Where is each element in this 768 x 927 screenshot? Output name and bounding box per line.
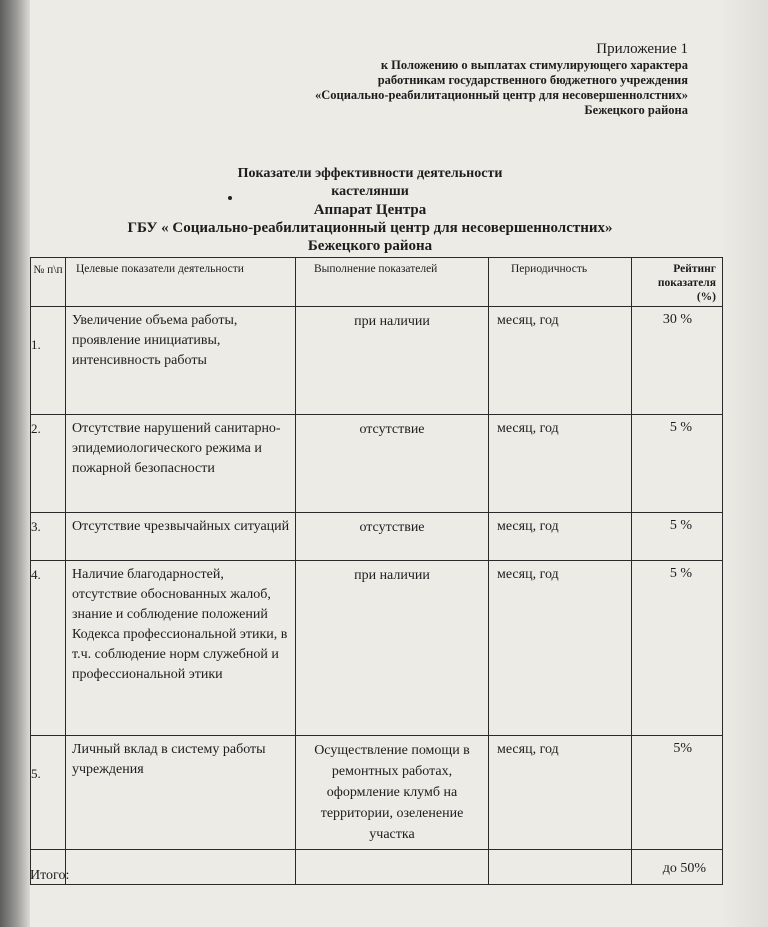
row-exec: при наличии — [296, 307, 489, 415]
total-exec-cell — [296, 850, 489, 885]
total-period-cell — [489, 850, 632, 885]
appendix-header — [315, 40, 688, 118]
row-exec: отсутствие — [296, 513, 489, 561]
title-line-5: Бежецкого района — [307, 238, 433, 254]
row-goal: Отсутствие чрезвычайных ситуаций — [66, 513, 296, 561]
row-rating: 5 % — [632, 415, 723, 513]
row-num: 4. — [31, 561, 66, 736]
row-exec: при наличии — [296, 561, 489, 736]
row-num: 3. — [31, 513, 66, 561]
row-rating: 5 % — [632, 561, 723, 736]
title-line-4: ГБУ « Социально-реабилитационный центр для несовершеннолстних» — [127, 220, 613, 236]
row-num: 1. — [31, 307, 66, 415]
appendix-line-3: «Социально-реабилитационный центр для несовершеннолстних» — [314, 88, 688, 102]
scan-right-shading — [720, 0, 768, 927]
title-line-1: Показатели эффективности деятельности — [237, 166, 503, 181]
appendix-heading: Приложение 1 — [596, 41, 688, 57]
row-goal: Наличие благодарностей, отсутствие обоснованных жалоб, знание и соблюдение положений Кодекса профессиональной этики, в т.ч. соблюдение норм служебной и профессиональной этики — [66, 561, 296, 736]
total-rating-cell: до 50% — [632, 850, 723, 885]
row-num: 2. — [31, 415, 66, 513]
appendix-line-4: Бежецкого района — [584, 103, 688, 117]
scan-edge-shadow — [0, 0, 30, 927]
appendix-line-1: к Положению о выплатах стимулирующего характера — [380, 58, 688, 72]
table-row — [31, 513, 723, 561]
table-row — [31, 307, 723, 415]
row-rating: 5 % — [632, 513, 723, 561]
table-row — [31, 561, 723, 736]
row-period: месяц, год — [489, 513, 632, 561]
row-period: месяц, год — [489, 736, 632, 850]
header-num: № п\п — [31, 258, 66, 307]
appendix-line-2: работникам государственного бюджетного учреждения — [377, 73, 688, 87]
row-period: месяц, год — [489, 561, 632, 736]
table-row — [31, 736, 723, 850]
row-exec: Осуществление помощи в ремонтных работах, оформление клумб на территории, озеленение участка — [296, 736, 489, 850]
title-line-2: кастелянши — [331, 184, 409, 199]
document-title — [60, 165, 680, 255]
row-goal: Личный вклад в систему работы учреждения — [66, 736, 296, 850]
total-goal-cell — [66, 850, 296, 885]
header-rating: Рейтинг показателя (%) — [632, 258, 723, 307]
row-goal: Увеличение объема работы, проявление инициативы, интенсивность работы — [66, 307, 296, 415]
row-rating: 30 % — [632, 307, 723, 415]
header-exec: Выполнение показателей — [296, 258, 489, 307]
row-exec: отсутствие — [296, 415, 489, 513]
row-goal: Отсутствие нарушений санитарно-эпидемиологического режима и пожарной безопасности — [66, 415, 296, 513]
header-period: Периодичность — [489, 258, 632, 307]
total-label: Итого: — [30, 868, 70, 883]
title-line-3: Аппарат Центра — [313, 202, 427, 218]
indicators-table — [30, 257, 723, 885]
table-total-row — [31, 850, 723, 885]
header-goal: Целевые показатели деятельности — [66, 258, 296, 307]
table-row — [31, 415, 723, 513]
table-header-row — [31, 258, 723, 307]
row-period: месяц, год — [489, 307, 632, 415]
row-period: месяц, год — [489, 415, 632, 513]
row-rating: 5% — [632, 736, 723, 850]
row-num: 5. — [31, 736, 66, 850]
